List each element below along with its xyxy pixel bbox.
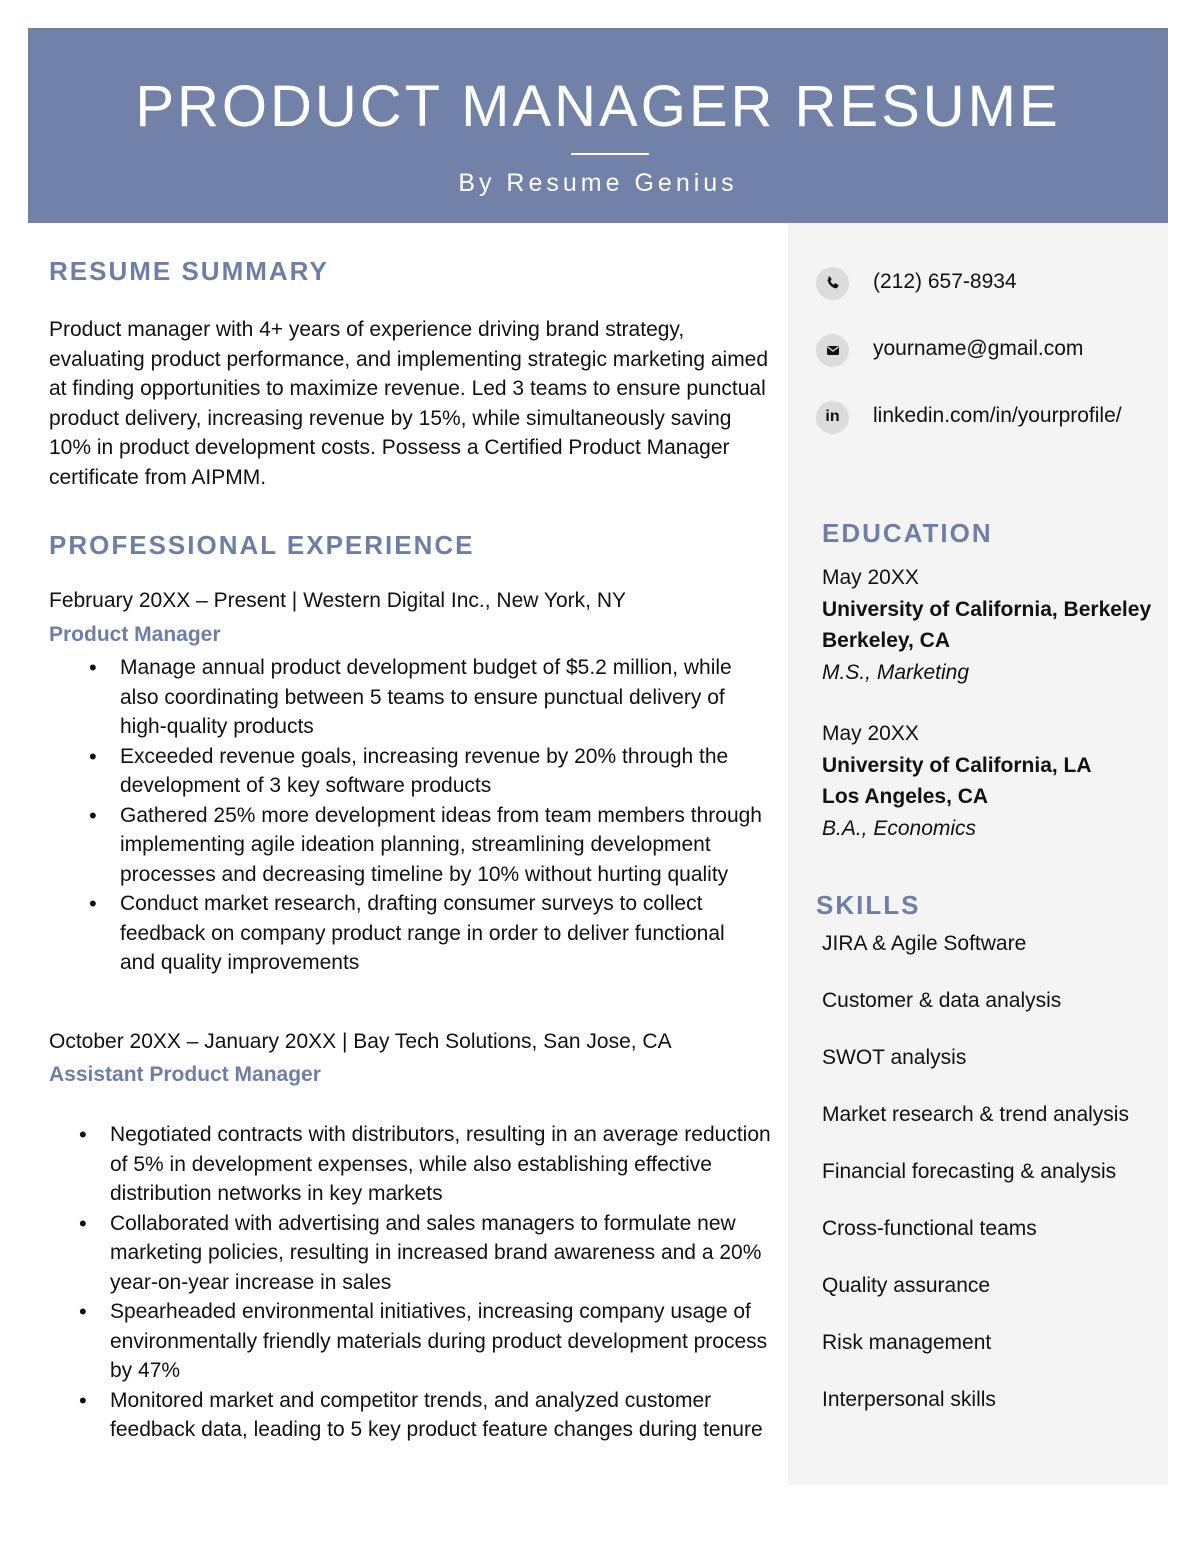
- resume-subtitle: By Resume Genius: [458, 169, 738, 197]
- linkedin-icon: in: [816, 401, 849, 434]
- job-2-line: October 20XX – January 20XX | Bay Tech Solutions, San Jose, CA: [49, 1030, 672, 1053]
- education-heading: EDUCATION: [822, 518, 993, 548]
- list-item: • Monitored market and competitor trends, and analyzed customer feedback data, leading to 5 key product feature changes during tenure: [110, 1386, 782, 1445]
- header-banner: [28, 28, 1168, 223]
- education-item-2: [822, 718, 1162, 844]
- skill-item: Risk management: [822, 1331, 992, 1354]
- list-item: • Manage annual product development budget of $5.2 million, while also coordinating between 5 teams to ensure punctual delivery of high-quality products: [120, 653, 765, 742]
- skill-item: Market research & trend analysis: [822, 1103, 1129, 1126]
- header-divider: [571, 153, 649, 155]
- job-1-title: Product Manager: [49, 623, 221, 646]
- skill-item: Interpersonal skills: [822, 1388, 996, 1411]
- education-school: University of California, Berkeley: [822, 597, 1152, 621]
- list-item: • Exceeded revenue goals, increasing revenue by 20% through the development of 3 key software products: [120, 742, 765, 801]
- skill-item: Cross-functional teams: [822, 1217, 1037, 1240]
- education-date: May 20XX: [822, 566, 919, 589]
- skill-item: SWOT analysis: [822, 1046, 967, 1069]
- phone-icon: [816, 267, 849, 300]
- education-school: University of California, LA: [822, 753, 1092, 777]
- summary-text: Product manager with 4+ years of experience driving brand strategy, evaluating product performance, and implementing strategic marketing aimed at finding opportunities to maximize revenue. Led 3 teams to ensure punctual product delivery, increasing revenue by 15%, while simultaneously saving 10% in product development costs. Possess a Certified Product Manager certificate from AIPMM.: [49, 318, 769, 489]
- job-2-title: Assistant Product Manager: [49, 1063, 321, 1086]
- education-degree: B.A., Economics: [822, 816, 977, 840]
- skill-item: Quality assurance: [822, 1274, 991, 1297]
- resume-title: PRODUCT MANAGER RESUME: [135, 74, 1061, 139]
- list-item: • Collaborated with advertising and sales managers to formulate new marketing policies, resulting in increased brand awareness and a 20% year-on-year increase in sales: [110, 1209, 782, 1298]
- education-degree: M.S., Marketing: [822, 660, 970, 684]
- list-item: • Spearheaded environmental initiatives, increasing company usage of environmentally friendly materials during product development process by 47%: [110, 1297, 782, 1386]
- education-location: Berkeley, CA: [822, 629, 951, 652]
- job-1-line: February 20XX – Present | Western Digital Inc., New York, NY: [49, 589, 626, 612]
- linkedin-url[interactable]: linkedin.com/in/yourprofile/: [873, 404, 1122, 427]
- skill-item: Financial forecasting & analysis: [822, 1160, 1117, 1183]
- skills-heading: SKILLS: [816, 890, 921, 920]
- summary-heading: RESUME SUMMARY: [49, 256, 329, 286]
- contact-phone: [816, 266, 1017, 300]
- list-item: • Conduct market research, drafting consumer surveys to collect feedback on company product range in order to deliver functional and quality improvements: [120, 889, 765, 978]
- job-1-bullets: [120, 653, 765, 978]
- email-address[interactable]: yourname@gmail.com: [873, 337, 1084, 360]
- education-item-1: [822, 562, 1162, 688]
- education-date: May 20XX: [822, 722, 919, 745]
- contact-email: [816, 333, 1084, 367]
- education-location: Los Angeles, CA: [822, 785, 989, 808]
- envelope-icon: [816, 334, 849, 367]
- job-2-bullets: [110, 1120, 782, 1445]
- skill-item: JIRA & Agile Software: [822, 932, 1027, 955]
- list-item: • Gathered 25% more development ideas from team members through implementing agile ideation planning, streamlining development processes and decreasing timeline by 10% without hurting quality: [120, 801, 765, 890]
- contact-linkedin: [816, 400, 1122, 434]
- experience-heading: PROFESSIONAL EXPERIENCE: [49, 530, 475, 560]
- phone-number[interactable]: (212) 657-8934: [873, 270, 1017, 293]
- skill-item: Customer & data analysis: [822, 989, 1062, 1012]
- list-item: • Negotiated contracts with distributors, resulting in an average reduction of 5% in development expenses, while also establishing effective distribution networks in key markets: [110, 1120, 782, 1209]
